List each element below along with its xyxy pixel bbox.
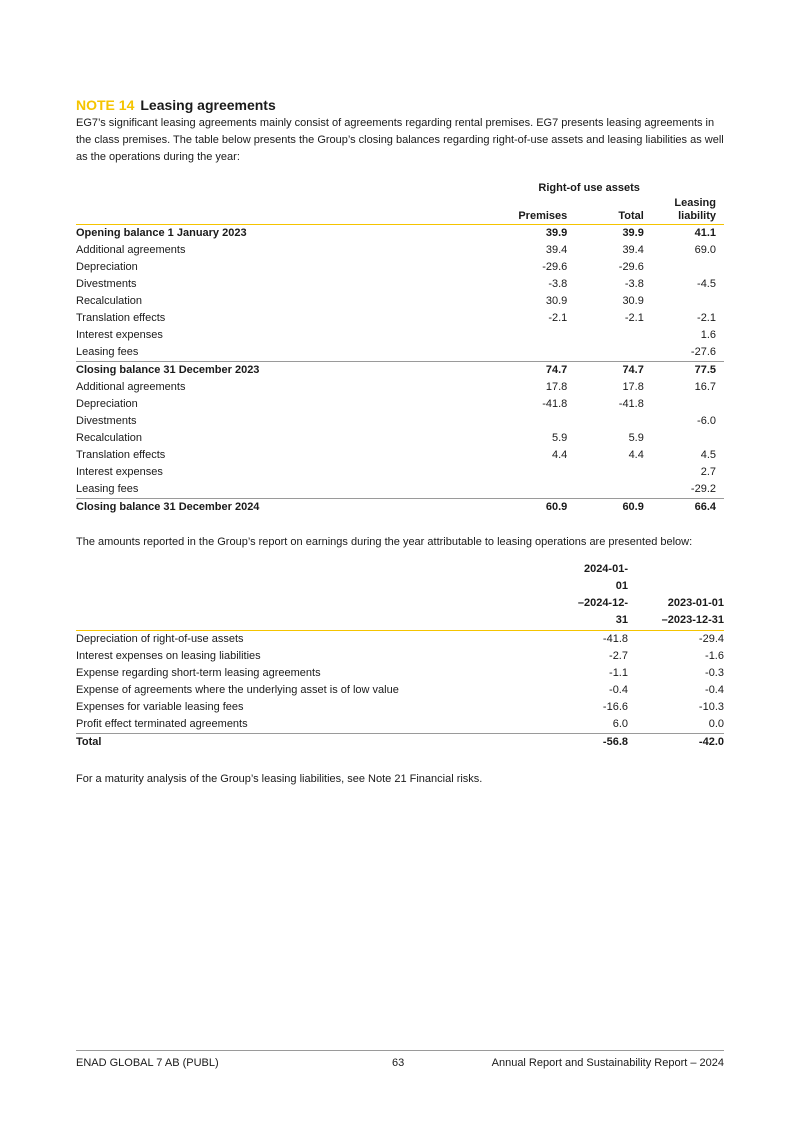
- group-header-right-of-use: Right-of use assets: [538, 182, 640, 194]
- cell-leasing-liability: 2.7: [700, 466, 716, 478]
- cell-total: -41.8: [618, 398, 644, 410]
- row-label: Leasing fees: [76, 346, 139, 358]
- row-label: Recalculation: [76, 295, 143, 307]
- row-label: Depreciation of right-of-use assets: [76, 633, 244, 645]
- cell-premises: -41.8: [542, 398, 568, 410]
- table-row: [76, 293, 724, 310]
- cell-premises: 30.9: [545, 295, 568, 307]
- footer-page-number: 63: [392, 1057, 405, 1069]
- cell-total: [575, 481, 652, 499]
- row-label: Interest expenses on leasing liabilities: [76, 650, 261, 662]
- cell-premises: 5.9: [551, 432, 568, 444]
- row-label: Opening balance 1 January 2023: [76, 227, 247, 239]
- table-row: [76, 716, 724, 734]
- table-row: [76, 430, 724, 447]
- cell-total: 74.7: [575, 362, 652, 380]
- cell-2023: -10.3: [698, 701, 724, 713]
- cell-leasing-liability: 66.4: [652, 499, 724, 517]
- cell-premises: 60.9: [476, 499, 575, 517]
- table-row: [76, 631, 724, 649]
- table-row: [76, 362, 724, 380]
- cell-2023: -1.6: [705, 650, 724, 662]
- cell-2023: -42.0: [628, 734, 724, 752]
- table-row: [76, 734, 724, 752]
- cell-leasing-liability: -4.5: [697, 278, 716, 290]
- cell-2024: -2.7: [609, 650, 628, 662]
- col-header-2023: 2023-01-01 –2023-12-31: [628, 561, 724, 631]
- table-row: [76, 665, 724, 682]
- row-label: Expense of agreements where the underlying asset is of low value: [76, 684, 399, 696]
- row-label: Closing balance 31 December 2024: [76, 499, 476, 517]
- cell-total: 39.9: [622, 227, 644, 239]
- table-row: [76, 327, 724, 344]
- cell-premises: [476, 481, 575, 499]
- table-row: [76, 481, 724, 499]
- cell-leasing-liability: [652, 293, 724, 310]
- cell-premises: -3.8: [548, 278, 568, 290]
- col-header-premises: Premises: [476, 197, 575, 225]
- page-content: [76, 96, 724, 788]
- leasing-balances-body: [76, 225, 724, 517]
- row-label: Interest expenses: [76, 466, 163, 478]
- row-label: Additional agreements: [76, 244, 186, 256]
- cell-leasing-liability: 1.6: [700, 329, 716, 341]
- row-label: Total: [76, 734, 572, 752]
- cell-leasing-liability: -27.6: [690, 346, 716, 358]
- intro-paragraph: EG7’s significant leasing agreements mainly consist of agreements regarding rental premises. EG7 presents leasing agreements in the class premises. The table below presents the Group’s closing balances regarding right-of-use assets and leasing liabilities as well as the operations during the year:: [76, 117, 724, 163]
- cell-leasing-liability: [652, 430, 724, 447]
- row-label: Additional agreements: [76, 381, 186, 393]
- cell-premises: [476, 464, 575, 481]
- cell-leasing-liability: -6.0: [697, 415, 716, 427]
- row-label: Leasing fees: [76, 483, 139, 495]
- table-row: [76, 276, 724, 293]
- row-label: Translation effects: [76, 449, 166, 461]
- cell-premises: 17.8: [545, 381, 568, 393]
- cell-total: 39.4: [622, 244, 644, 256]
- table-row: [76, 464, 724, 481]
- table-row: [76, 225, 724, 243]
- cell-total: [575, 464, 652, 481]
- cell-2024: -16.6: [602, 701, 628, 713]
- footer-report-title: Annual Report and Sustainability Report – 2024: [491, 1057, 724, 1069]
- earnings-effect-table: [76, 561, 724, 751]
- cell-leasing-liability: -2.1: [697, 312, 716, 324]
- table-row: [76, 648, 724, 665]
- cell-total: 17.8: [622, 381, 644, 393]
- page-footer: [76, 1050, 724, 1069]
- cell-2024: -0.4: [609, 684, 628, 696]
- col-header-2024: 2024-01-01 –2024-12-31: [572, 561, 628, 631]
- cell-total: [575, 327, 652, 344]
- cell-2023: -29.4: [698, 633, 724, 645]
- cell-premises: [476, 327, 575, 344]
- table-row: [76, 413, 724, 430]
- table-row: [76, 499, 724, 517]
- cell-leasing-liability: 41.1: [694, 227, 716, 239]
- cell-leasing-liability: 77.5: [652, 362, 724, 380]
- note-title: Leasing agreements: [140, 97, 276, 113]
- cell-premises: 39.4: [545, 244, 568, 256]
- table-row: [76, 699, 724, 716]
- row-label: Divestments: [76, 415, 137, 427]
- cell-total: -29.6: [618, 261, 644, 273]
- footer-company: ENAD GLOBAL 7 AB (PUBL): [76, 1057, 219, 1069]
- cell-2023: -0.4: [705, 684, 724, 696]
- row-label: Depreciation: [76, 398, 138, 410]
- table-row: [76, 259, 724, 276]
- cell-leasing-liability: 69.0: [694, 244, 716, 256]
- cell-total: -2.1: [624, 312, 644, 324]
- table-row: [76, 396, 724, 413]
- table-row: [76, 379, 724, 396]
- row-label: Profit effect terminated agreements: [76, 718, 248, 730]
- row-label: Closing balance 31 December 2023: [76, 362, 476, 380]
- col-header-total: Total: [575, 197, 652, 225]
- cell-total: [575, 344, 652, 362]
- earnings-intro-paragraph: The amounts reported in the Group’s report on earnings during the year attributable to leasing operations are presented below:: [76, 536, 693, 548]
- cell-premises: 39.9: [545, 227, 568, 239]
- row-label: Divestments: [76, 278, 137, 290]
- cell-total: -3.8: [624, 278, 644, 290]
- cell-2024: -41.8: [602, 633, 628, 645]
- cell-premises: -2.1: [548, 312, 568, 324]
- table-row: [76, 447, 724, 464]
- earnings-effect-body: [76, 631, 724, 752]
- row-label: Interest expenses: [76, 329, 163, 341]
- table-row: [76, 310, 724, 327]
- note-heading: [76, 96, 724, 114]
- cell-2024: -1.1: [609, 667, 628, 679]
- cell-2024: -56.8: [572, 734, 628, 752]
- cell-total: 60.9: [575, 499, 652, 517]
- cell-2024: 6.0: [612, 718, 628, 730]
- cell-2023: -0.3: [705, 667, 724, 679]
- cell-total: 5.9: [628, 432, 644, 444]
- row-label: Depreciation: [76, 261, 138, 273]
- row-label: Expense regarding short-term leasing agreements: [76, 667, 321, 679]
- col-header-leasing-liability: Leasing liability: [652, 197, 724, 225]
- cell-leasing-liability: [652, 396, 724, 413]
- row-label: Recalculation: [76, 432, 143, 444]
- maturity-reference-paragraph: For a maturity analysis of the Group’s leasing liabilities, see Note 21 Financial risks.: [76, 773, 483, 785]
- table-row: [76, 682, 724, 699]
- cell-total: 30.9: [622, 295, 644, 307]
- cell-total: 4.4: [628, 449, 644, 461]
- cell-leasing-liability: [652, 259, 724, 276]
- note-number: NOTE 14: [76, 97, 135, 113]
- row-label: Expenses for variable leasing fees: [76, 701, 244, 713]
- cell-leasing-liability: 4.5: [700, 449, 716, 461]
- cell-premises: -29.6: [542, 261, 568, 273]
- leasing-balances-table: [76, 180, 724, 516]
- cell-premises: 74.7: [476, 362, 575, 380]
- table-row: [76, 242, 724, 259]
- cell-premises: [476, 413, 575, 430]
- table-row: [76, 344, 724, 362]
- cell-leasing-liability: -29.2: [690, 483, 716, 495]
- cell-leasing-liability: 16.7: [694, 381, 716, 393]
- cell-premises: 4.4: [551, 449, 568, 461]
- cell-2023: 0.0: [708, 718, 724, 730]
- row-label: Translation effects: [76, 312, 166, 324]
- cell-premises: [476, 344, 575, 362]
- cell-total: [575, 413, 652, 430]
